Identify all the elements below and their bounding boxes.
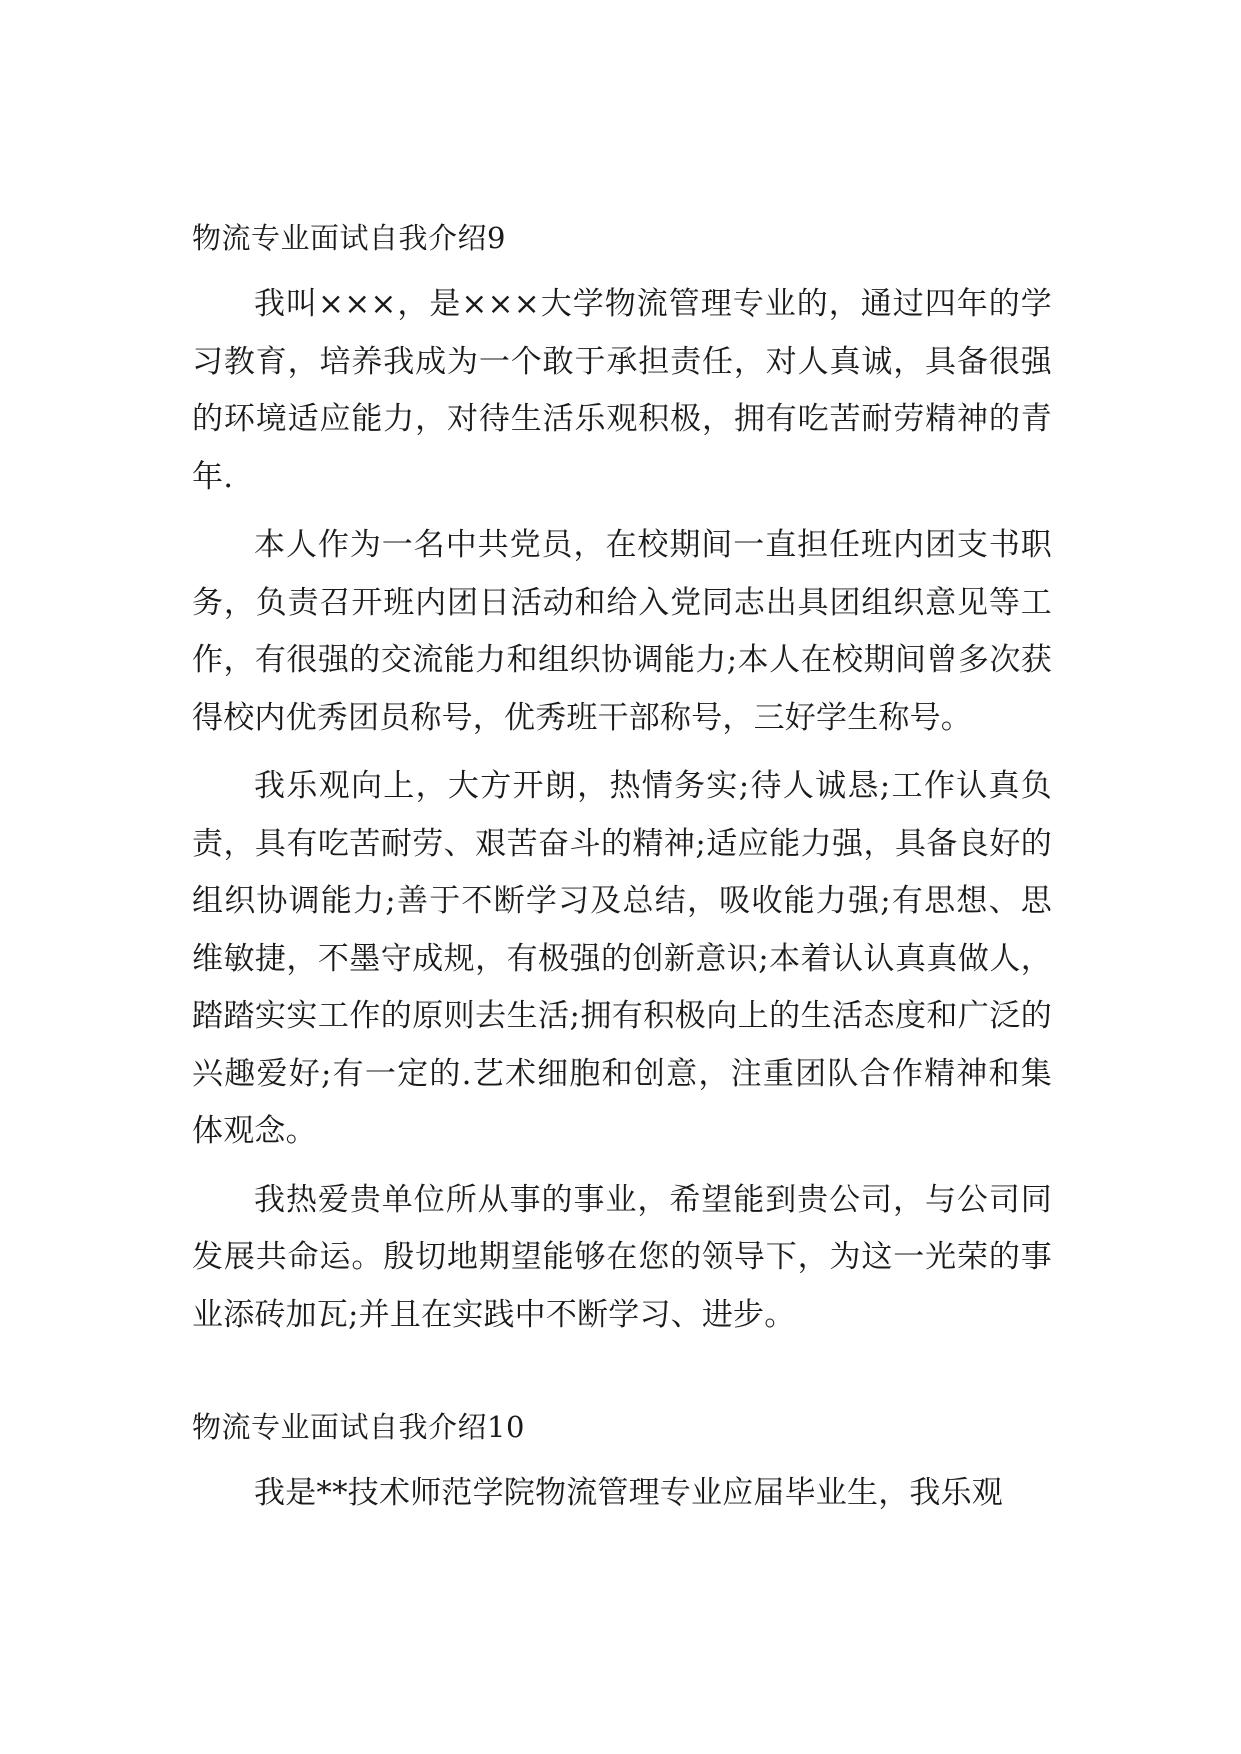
section-title: 物流专业面试自我介绍9 — [192, 221, 506, 255]
section-10 — [192, 1407, 1052, 1523]
paragraph: 我是**技术师范学院物流管理专业应届毕业生，我乐观 — [254, 1475, 1003, 1511]
paragraph: 本人作为一名中共党员，在校期间一直担任班内团支书职务，负责召开班内团日活动和给入党同志出具团组织意见等工作，有很强的交流能力和组织协调能力;本人在校期间曾多次获得校内优秀团员称号，优秀班干部称号，三好学生称号。 — [192, 527, 1052, 736]
paragraph: 我热爱贵单位所从事的事业，希望能到贵公司，与公司同发展共命运。殷切地期望能够在您的领导下，为这一光荣的事业添砖加瓦;并且在实践中不断学习、进步。 — [192, 1181, 1052, 1333]
section-spacer — [192, 1355, 1052, 1407]
document-page — [192, 218, 1052, 1534]
section-9 — [192, 218, 1052, 1344]
section-title: 物流专业面试自我介绍10 — [192, 1410, 525, 1444]
paragraph: 我乐观向上，大方开朗，热情务实;待人诚恳;工作认真负责，具有吃苦耐劳、艰苦奋斗的精神;适应能力强，具备良好的组织协调能力;善于不断学习及总结，吸收能力强;有思想、思维敏捷，不墨守成规，有极强的创新意识;本着认认真真做人，踏踏实实工作的原则去生活;拥有积极向上的生活态度和广泛的兴趣爱好;有一定的.艺术细胞和创意，注重团队合作精神和集体观念。 — [192, 768, 1052, 1149]
paragraph: 我叫×××，是×××大学物流管理专业的，通过四年的学习教育，培养我成为一个敢于承担责任，对人真诚，具备很强的环境适应能力，对待生活乐观积极，拥有吃苦耐劳精神的青年. — [192, 286, 1052, 495]
